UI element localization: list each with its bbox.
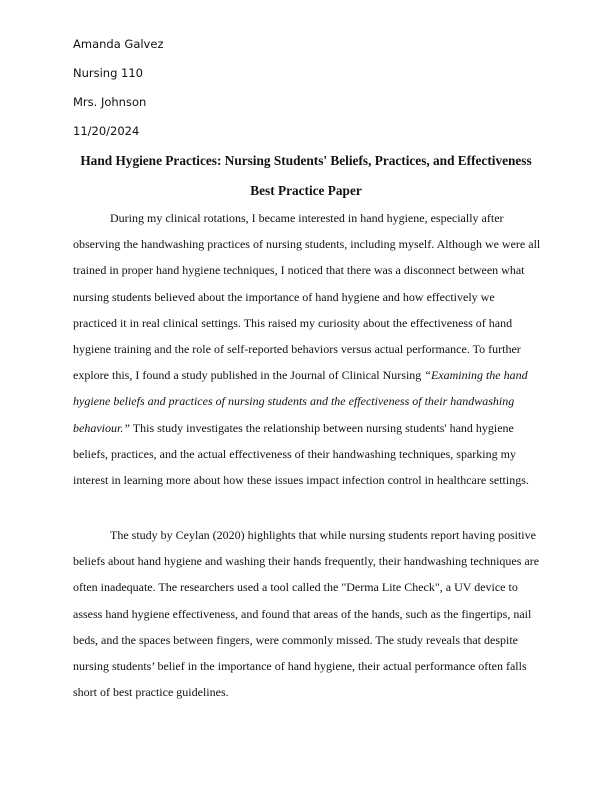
paragraph-line: beds, and the spaces between fingers, were commonly missed. The study reveals that despite — [73, 632, 518, 647]
paragraph-line: hygiene training and the role of self-reported behaviors versus actual performance. To further — [73, 341, 521, 356]
paragraph-line: often inadequate. The researchers used a tool called the "Derma Lite Check", a UV device to — [73, 580, 518, 595]
instructor-name: Mrs. Johnson — [73, 95, 147, 109]
article-title-italic: “Examining the hand — [424, 368, 528, 383]
paragraph-text: This study investigates the relationship between nursing students' hand hygiene — [130, 420, 514, 435]
paragraph-line: trained in proper hand hygiene techniques, I noticed that there was a disconnect between what — [73, 263, 525, 278]
paragraph-line: short of best practice guidelines. — [73, 685, 229, 700]
course-name: Nursing 110 — [73, 66, 143, 80]
paragraph-line — [73, 362, 553, 388]
paragraph-line — [73, 415, 553, 441]
paragraph-line: The study by Ceylan (2020) highlights that while nursing students report having positive — [110, 528, 536, 542]
document-date: 11/20/2024 — [73, 124, 140, 138]
article-title-italic: behaviour.” — [73, 420, 130, 435]
article-title-italic: hygiene beliefs and practices of nursing students and the effectiveness of their handwashing — [73, 394, 515, 409]
paragraph-line: nursing students believed about the importance of hand hygiene and how effectively we — [73, 289, 495, 304]
paper-title: Hand Hygiene Practices: Nursing Students' Beliefs, Practices, and Effectiveness — [80, 153, 532, 168]
paper-subtitle: Best Practice Paper — [250, 183, 362, 198]
paragraph-text: explore this, I found a study published in the Journal of Clinical Nursing — [73, 368, 425, 383]
paragraph-introduction — [73, 205, 553, 493]
paragraph-line: interest in learning more about how these issues impact infection control in healthcare settings. — [73, 472, 529, 487]
paragraph-line: practiced it in real clinical settings. This raised my curiosity about the effectiveness of hand — [73, 315, 513, 330]
paragraph-line: nursing students’ belief in the importance of hand hygiene, their actual performance often falls — [73, 658, 527, 673]
paragraph-study-summary — [73, 522, 553, 705]
paragraph-line: observing the handwashing practices of nursing students, including myself. Although we were all — [73, 237, 541, 252]
paragraph-line: beliefs, practices, and the actual effectiveness of their handwashing techniques, sparking my — [73, 446, 516, 461]
paragraph-line: During my clinical rotations, I became interested in hand hygiene, especially after — [110, 211, 504, 225]
paragraph-line: assess hand hygiene effectiveness, and found that areas of the hands, such as the fingertips, nail — [73, 606, 532, 621]
author-name: Amanda Galvez — [73, 37, 164, 51]
paragraph-line: beliefs about hand hygiene and washing their hands frequently, their handwashing techniques are — [73, 554, 540, 569]
